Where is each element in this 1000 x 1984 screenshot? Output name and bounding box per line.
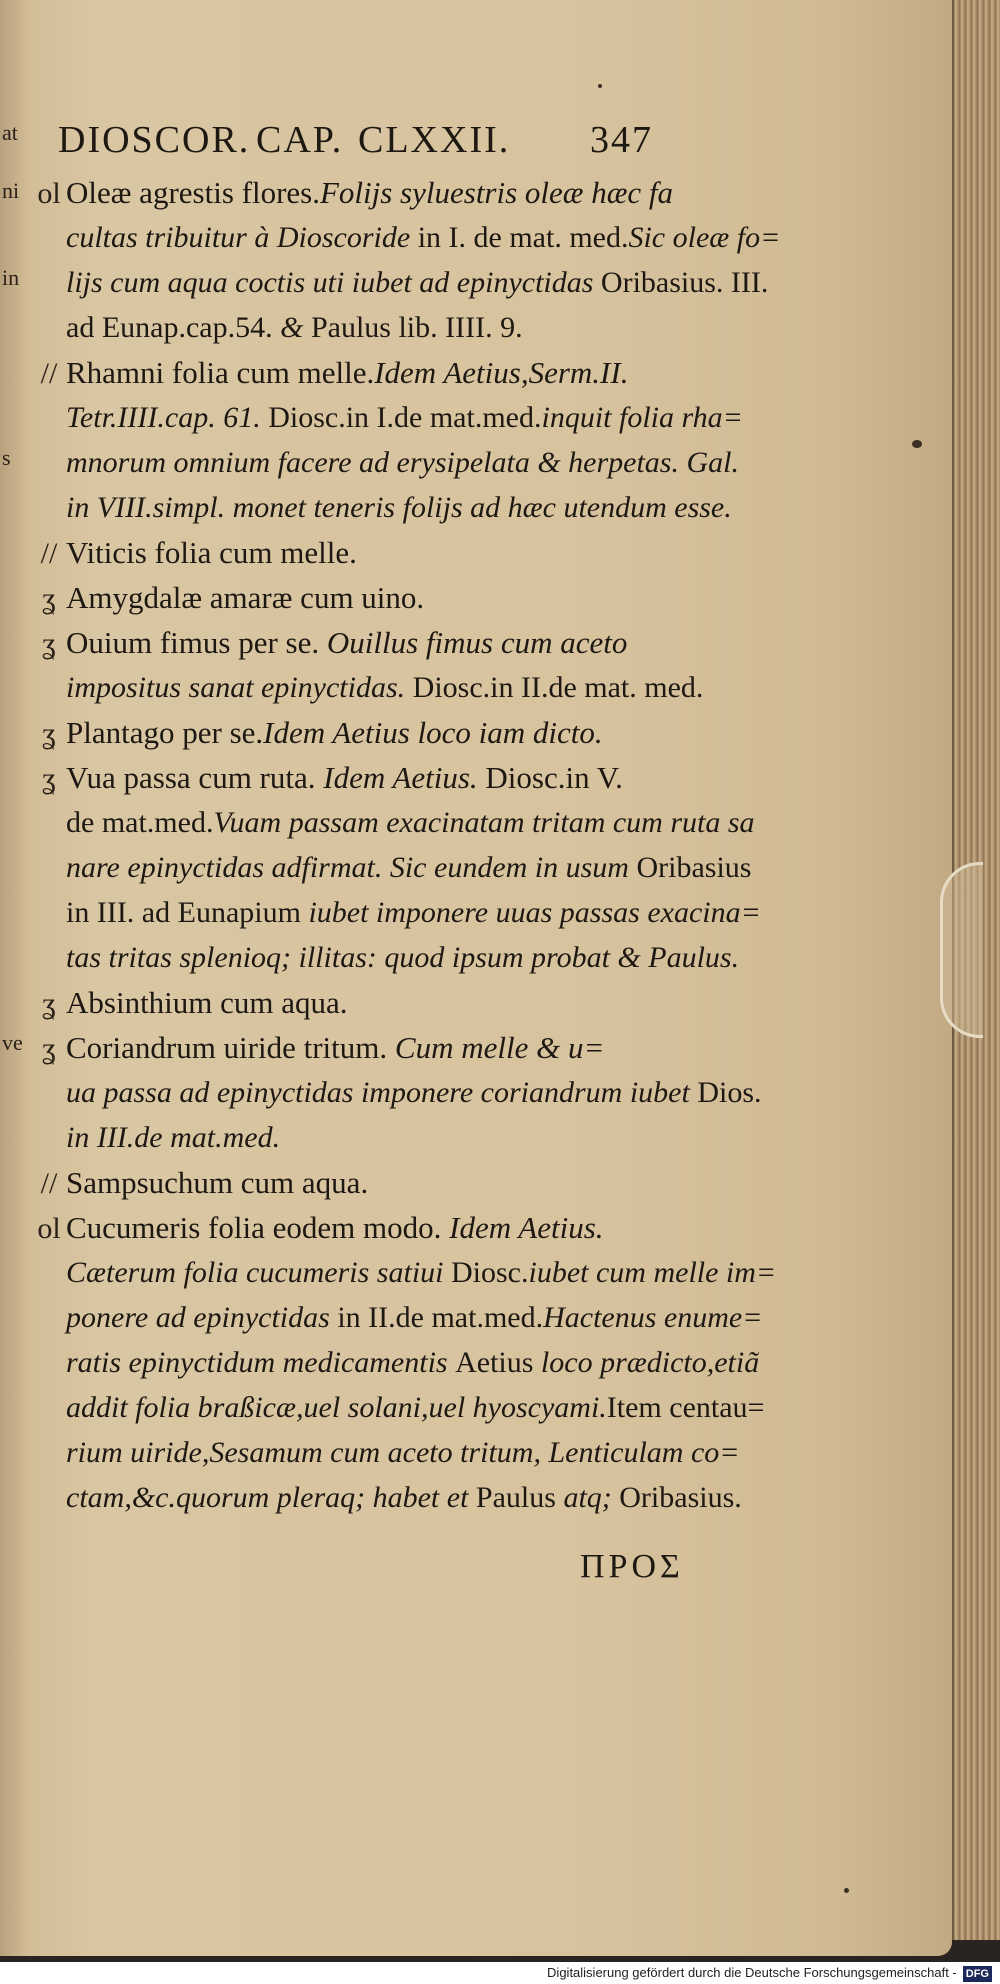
chapter-label: CAP. (256, 119, 344, 161)
text-segment: in III. ad Eunapium (66, 896, 309, 929)
entry-line (32, 1160, 742, 1205)
text-line (32, 305, 742, 350)
entry-line (32, 710, 742, 755)
entry-line (32, 755, 742, 800)
text-segment: de mat.med. (66, 806, 214, 839)
text-line (32, 1295, 763, 1340)
text-line (32, 1430, 742, 1475)
text-segment: Dios. (697, 1076, 762, 1109)
text-segment: Amygdalæ amaræ cum uino. (66, 580, 425, 615)
text-segment: Oribasius. (619, 1481, 742, 1514)
text-segment: Ouium fimus per se. (66, 625, 327, 660)
text-segment: Paulus (475, 1481, 556, 1514)
text-segment: atq; (555, 1481, 620, 1514)
text-segment: in VIII.simpl. monet teneris folijs ad hæc utendum esse. (66, 491, 732, 524)
text-segment: ua passa ad epinyctidas imponere coriandrum iubet (66, 1076, 698, 1109)
digitization-footer (0, 1962, 1000, 1984)
text-segment: Idem Aetius. (323, 760, 486, 795)
text-segment: & (280, 311, 311, 344)
ink-speck (912, 440, 922, 448)
body-text (32, 170, 781, 1520)
entry-line (32, 530, 742, 575)
text-segment: lijs cum aqua coctis uti iubet ad epinyctidas (66, 266, 601, 299)
text-segment: ponere ad epinyctidas (66, 1301, 338, 1334)
dfg-logo: DFG (963, 1966, 992, 1982)
catchword: ΠΡΟΣ (580, 1548, 684, 1585)
text-segment: ratis epinyctidum medicamentis (66, 1346, 456, 1379)
margin-fragment: ve (2, 1030, 23, 1055)
text-line (32, 260, 769, 305)
text-segment: iubet imponere uuas passas exacina= (308, 896, 761, 929)
text-segment: Sic oleæ fo= (628, 221, 781, 254)
text-line (32, 1070, 762, 1115)
text-segment: inquit folia rha= (541, 401, 743, 434)
dosage-mark: ol (37, 177, 61, 210)
text-segment: Rhamni folia cum melle. (66, 355, 375, 390)
dosage-mark: // (40, 357, 58, 390)
text-line (32, 1115, 742, 1160)
entry-line (32, 1205, 742, 1250)
left-margin-fragments (0, 0, 23, 1900)
text-segment: addit folia braßicæ,uel solani,uel hyoscyami. (66, 1391, 607, 1424)
entry-line (32, 575, 742, 620)
text-line (32, 800, 755, 845)
text-segment: Diosc.in V. (485, 760, 623, 795)
text-line (32, 1475, 742, 1520)
text-segment: Tetr.IIII.cap. 61. (66, 401, 269, 434)
text-segment: ad Eunap.cap.54. (66, 311, 281, 344)
text-segment: Cæterum folia cucumeris satiui (66, 1256, 451, 1289)
text-segment: Item centau= (606, 1391, 765, 1424)
entry-line (32, 170, 742, 215)
text-segment: Idem Aetius loco iam dicto. (263, 715, 603, 750)
dosage-mark: ʓ (42, 582, 56, 615)
text-segment: Sampsuchum cum aqua. (66, 1165, 369, 1200)
text-segment: nare epinyctidas adfirmat. Sic eundem in usum (66, 851, 637, 884)
text-segment: in III.de mat.med. (66, 1121, 281, 1154)
ink-speck (598, 84, 602, 88)
chapter-number: CLXXII. (358, 119, 511, 161)
dosage-mark: ʓ (42, 1032, 56, 1065)
dosage-mark: ʓ (42, 717, 56, 750)
text-segment: in II.de mat.med. (337, 1301, 544, 1334)
running-head: DIOSCOR. (58, 119, 251, 161)
margin-fragment: at (2, 120, 18, 145)
text-segment: mnorum omnium facere ad erysipelata & herpetas. Gal. (66, 446, 739, 479)
text-segment: tas tritas splenioq; illitas: quod ipsum probat & Paulus. (66, 941, 740, 974)
text-segment: in I. de mat. med. (410, 221, 629, 254)
text-segment: ctam,&c.quorum pleraq; habet et (66, 1481, 476, 1514)
text-segment: Plantago per se. (66, 715, 264, 750)
page-number: 347 (590, 119, 653, 161)
entry-line (32, 1025, 742, 1070)
text-segment: rium uiride,Sesamum cum aceto tritum, (66, 1436, 549, 1469)
dosage-mark: ʓ (42, 627, 56, 660)
dosage-mark: // (40, 537, 58, 570)
text-segment: Vuam passam exacinatam tritam cum ruta sa (213, 806, 755, 839)
dosage-mark: ol (37, 1212, 61, 1245)
text-segment: Idem Aetius,Serm.II. (374, 355, 629, 390)
text-segment: Dioscoride (276, 221, 411, 254)
text-line (32, 665, 742, 710)
text-segment: Idem Aetius. (449, 1210, 604, 1245)
text-segment: Coriandrum uiride tritum. (66, 1030, 395, 1065)
text-segment: Vua passa cum ruta. (66, 760, 324, 795)
text-segment: Diosc.in I.de mat.med. (268, 401, 542, 434)
text-segment: Aetius (455, 1346, 534, 1379)
text-line (32, 1385, 765, 1430)
text-line (32, 1340, 760, 1385)
text-segment: Folijs syluestris oleæ hæc fa (319, 175, 674, 210)
book-clasp-tab (940, 862, 983, 1038)
text-line (32, 485, 742, 530)
ink-speck (844, 1888, 849, 1893)
text-segment: Oleæ agrestis flores. (66, 175, 320, 210)
text-segment: Oribasius (636, 851, 752, 884)
dosage-mark: ʓ (42, 987, 56, 1020)
text-line (32, 395, 742, 440)
text-segment: Lenticulam co= (548, 1436, 740, 1469)
margin-fragment: s (2, 445, 11, 470)
text-segment: Viticis folia cum melle. (66, 535, 357, 570)
text-segment: loco prædicto,etiã (533, 1346, 760, 1379)
text-segment: Diosc. (451, 1256, 529, 1289)
text-segment: iubet cum melle im= (528, 1256, 777, 1289)
text-segment: Oribasius. III. (600, 266, 769, 299)
entry-line (32, 980, 742, 1025)
text-line (32, 440, 742, 485)
text-segment: Paulus lib. IIII. 9. (310, 311, 523, 344)
text-segment: Diosc.in II.de mat. med. (412, 671, 704, 704)
margin-fragment: in (2, 265, 20, 290)
entry-line (32, 350, 742, 395)
text-line (32, 1250, 777, 1295)
text-segment: Ouillus fimus cum aceto (326, 625, 628, 660)
text-segment: impositus sanat epinyctidas. (66, 671, 413, 704)
text-line (32, 845, 752, 890)
entry-line (32, 620, 742, 665)
dosage-mark: ʓ (42, 762, 56, 795)
text-line (32, 935, 742, 980)
text-segment: Cum melle & u= (394, 1030, 605, 1065)
text-segment: Cucumeris folia eodem modo. (66, 1210, 450, 1245)
text-segment: Hactenus enume= (543, 1301, 763, 1334)
footer-text: Digitalisierung gefördert durch die Deutsche Forschungsgemeinschaft - (547, 1965, 957, 1980)
text-line (32, 215, 781, 260)
text-segment: Absinthium cum aqua. (66, 985, 348, 1020)
text-line (32, 890, 761, 935)
dosage-mark: // (40, 1167, 58, 1200)
text-segment: cultas tribuitur à (66, 221, 277, 254)
margin-fragment: ni (2, 178, 20, 203)
